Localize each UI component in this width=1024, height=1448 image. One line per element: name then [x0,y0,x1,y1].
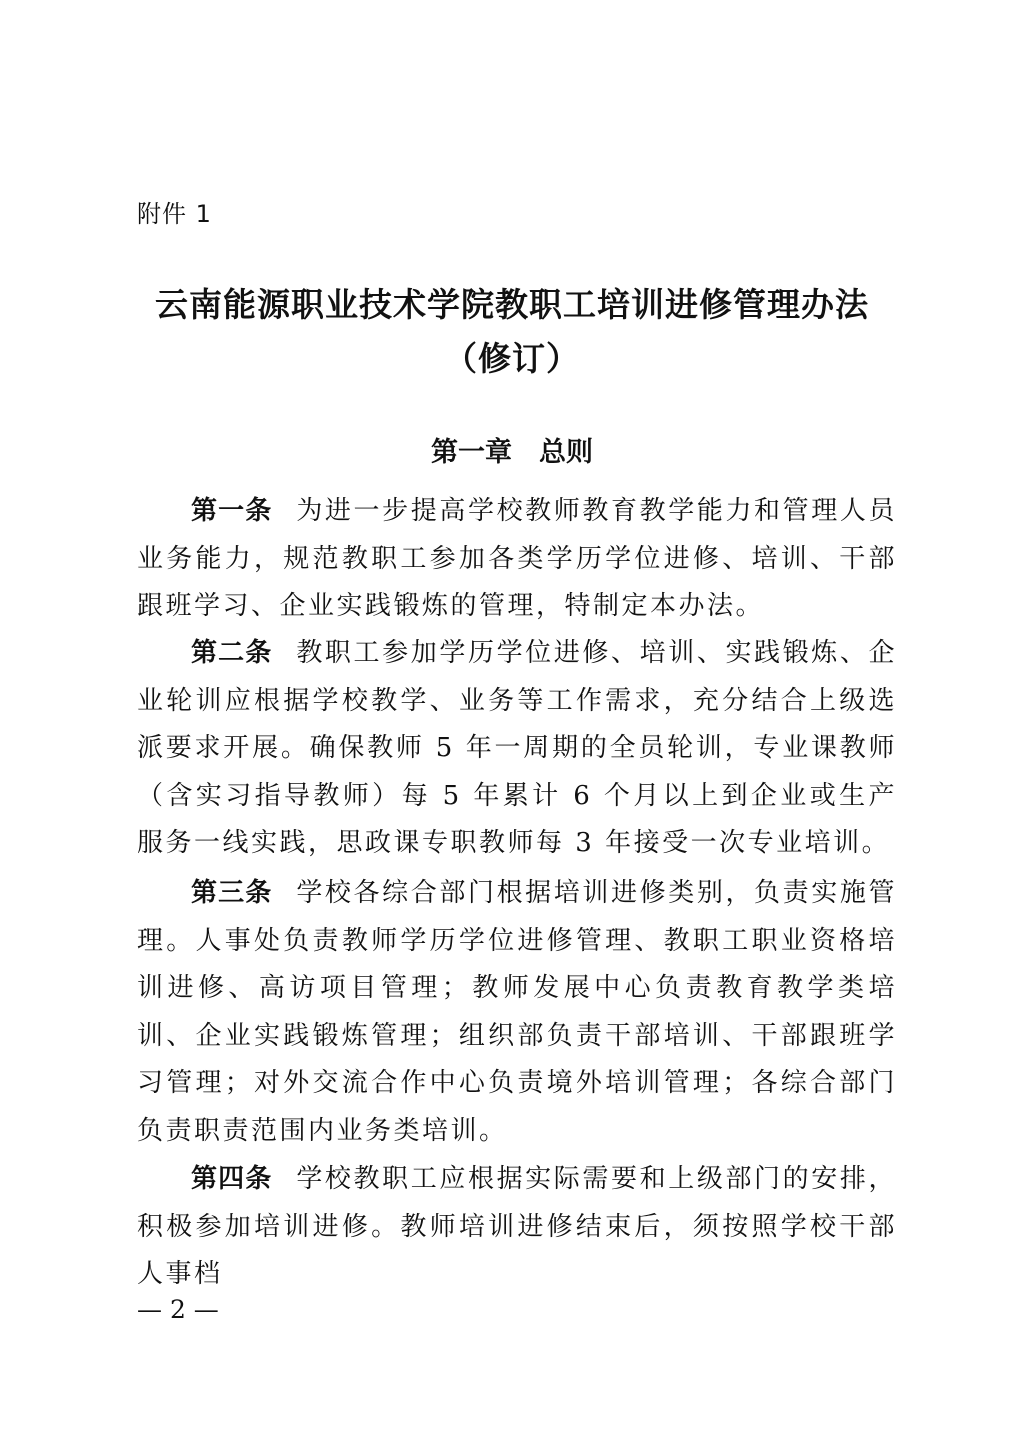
article-paragraph [137,488,897,631]
article-paragraph [137,1156,897,1299]
article-paragraph [137,870,897,1155]
chapter-heading: 第一章 总则 [431,437,593,468]
document-subtitle: （修订） [444,339,580,378]
attachment-label: 附件 1 [137,200,212,228]
article-text: 学校各综合部门根据培训进修类别，负责实施管理。人事处负责教师学历学位进修管理、教职工职业资格培训进修、高访项目管理；教师发展中心负责教育教学类培训、企业实践锻炼管理；组织部负责干部培训、干部跟班学习管理；对外交流合作中心负责境外培训管理；各综合部门负责职责范围内业务类培训。 [137,878,897,1146]
article-text: 学校教职工应根据实际需要和上级部门的安排，积极参加培训进修。教师培训进修结束后，须按照学校干部人事档 [137,1164,897,1289]
article-paragraph [137,630,897,868]
page-number: — 2 — [137,1295,219,1324]
article-heading: 第四条 [191,1164,273,1194]
document-title: 云南能源职业技术学院教职工培训进修管理办法 [155,285,869,324]
article-text: 为进一步提高学校教师教育教学能力和管理人员业务能力，规范教职工参加各类学历学位进修、培训、干部跟班学习、企业实践锻炼的管理，特制定本办法。 [137,496,897,621]
article-heading: 第一条 [191,496,273,526]
article-heading: 第二条 [191,638,273,668]
article-heading: 第三条 [191,878,273,908]
article-text: 教职工参加学历学位进修、培训、实践锻炼、企业轮训应根据学校教学、业务等工作需求，充分结合上级选派要求开展。确保教师 5 年一周期的全员轮训，专业课教师（含实习指导教师）每 5 年累计 6 个月以上到企业或生产服务一线实践，思政课专职教师每 3 年接受一次专业培训。 [137,638,897,858]
